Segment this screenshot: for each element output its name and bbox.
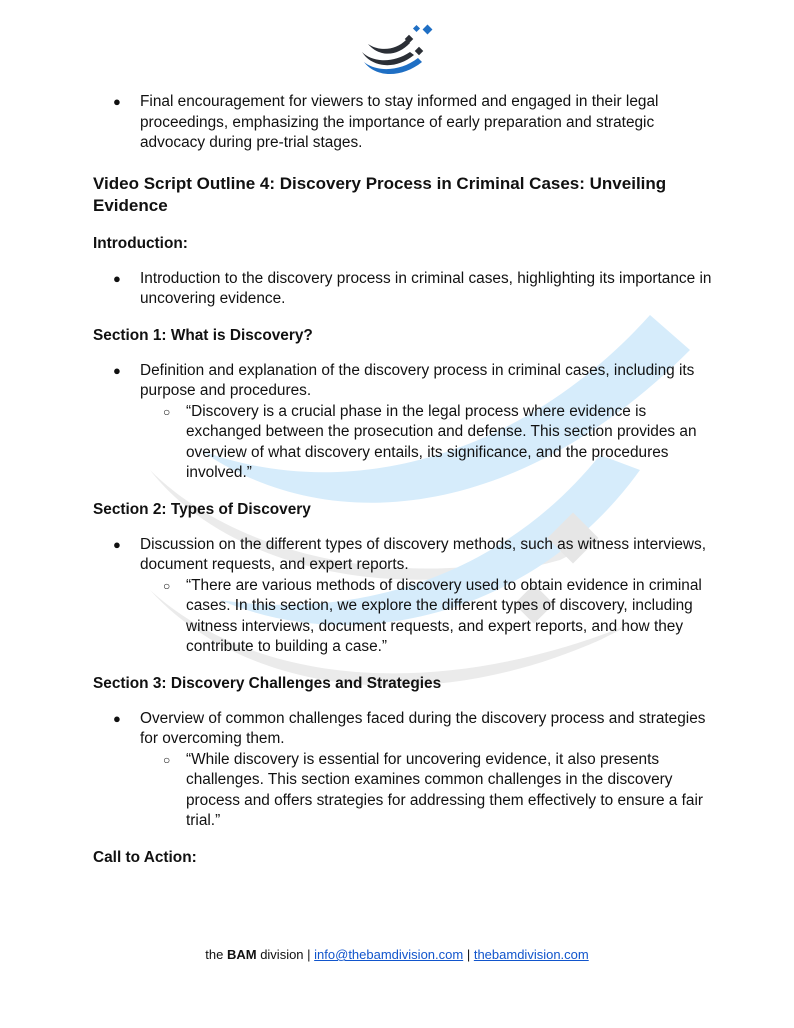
section2-bullet-list [93, 535, 713, 576]
intro-bullet-list [93, 269, 713, 310]
hollow-circle-bullet-icon: ○ [163, 404, 171, 419]
section3-heading: Section 3: Discovery Challenges and Strategies [93, 674, 442, 692]
footer-separator: | [466, 947, 471, 962]
section1-bullet-list [93, 361, 713, 402]
quote-text: “While discovery is essential for uncovering evidence, it also presents challenges. This section examines common challenges in the discovery process and offers strategies for addressing them effectively to ensure a fair trial.” [186, 750, 703, 829]
bullet-text: Final encouragement for viewers to stay informed and engaged in their legal proceedings, emphasizing the importance of early preparation and strategic advocacy during pre-trial stages. [140, 93, 659, 151]
intro-heading: Introduction: [93, 234, 188, 252]
list-item [93, 535, 713, 576]
filled-circle-bullet-icon: ● [113, 710, 121, 726]
quote-text: “There are various methods of discovery used to obtain evidence in criminal cases. In this section, we explore the different types of discovery, including witness interviews, document requests, and expert reports, and how they contribute to building a case.” [186, 576, 702, 655]
bam-division-logo-icon [358, 22, 436, 76]
filled-circle-bullet-icon: ● [113, 536, 121, 552]
top-bullet-list [93, 92, 713, 154]
list-item [93, 269, 713, 310]
hollow-circle-bullet-icon: ○ [163, 752, 171, 767]
list-item [93, 361, 713, 402]
filled-circle-bullet-icon: ● [113, 94, 121, 109]
filled-circle-bullet-icon: ● [113, 270, 121, 286]
footer-email-link[interactable]: info@thebamdivision.com [314, 947, 464, 962]
call-to-action-heading: Call to Action: [93, 848, 197, 866]
page-footer [0, 947, 794, 962]
section3-bullet-list [93, 709, 713, 750]
footer-suffix: division | [260, 947, 311, 962]
section1-sub-list [93, 402, 713, 484]
bullet-text: Discussion on the different types of discovery methods, such as witness interviews, document requests, and expert reports. [140, 535, 707, 573]
sub-list-item [93, 750, 713, 832]
outline-title: Video Script Outline 4: Discovery Process in Criminal Cases: Unveiling Evidence [93, 173, 667, 215]
document-body [93, 92, 713, 868]
footer-website-link[interactable]: thebamdivision.com [473, 947, 589, 962]
list-item [93, 92, 713, 154]
quote-text: “Discovery is a crucial phase in the legal process where evidence is exchanged between the prosecution and defense. This section provides an overview of what discovery entails, its significance, and the procedures involved.” [186, 402, 697, 481]
bullet-text: Introduction to the discovery process in criminal cases, highlighting its importance in uncovering evidence. [140, 269, 712, 307]
footer-prefix: the [205, 947, 224, 962]
bullet-text: Definition and explanation of the discovery process in criminal cases, including its purpose and procedures. [140, 361, 695, 399]
footer-brand: BAM [226, 947, 257, 962]
section3-sub-list [93, 750, 713, 832]
bullet-text: Overview of common challenges faced during the discovery process and strategies for overcoming them. [140, 709, 706, 747]
section2-heading: Section 2: Types of Discovery [93, 500, 311, 518]
hollow-circle-bullet-icon: ○ [163, 578, 171, 593]
section2-sub-list [93, 576, 713, 658]
list-item [93, 709, 713, 750]
sub-list-item [93, 402, 713, 484]
filled-circle-bullet-icon: ● [113, 362, 121, 378]
section1-heading: Section 1: What is Discovery? [93, 326, 313, 344]
sub-list-item [93, 576, 713, 658]
